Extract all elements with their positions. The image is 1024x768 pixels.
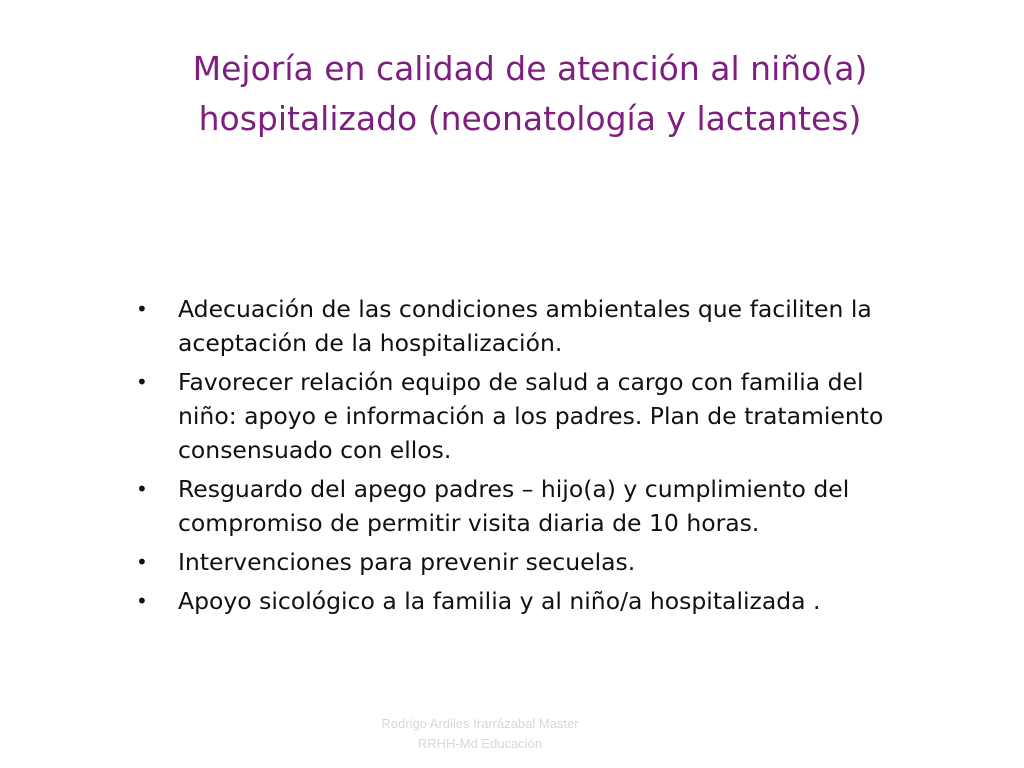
bullet-text-line: Favorecer relación equipo de salud a cargo con familia del	[178, 368, 864, 396]
slide-title-line: hospitalizado (neonatología y lactantes)	[198, 99, 862, 138]
slide-title	[150, 44, 910, 144]
bullet-item	[134, 584, 974, 618]
footer-line: RRHH-Md Educación	[417, 736, 543, 751]
bullet-point-icon: •	[136, 370, 148, 394]
bullet-item	[134, 365, 974, 467]
bullet-point-icon: •	[136, 477, 148, 501]
bullet-item	[134, 472, 974, 540]
bullet-item	[134, 292, 974, 360]
bullet-text-line: Apoyo sicológico a la familia y al niño/a hospitalizada .	[178, 587, 821, 615]
bullet-item	[134, 545, 974, 579]
slide-title-line: Mejoría en calidad de atención al niño(a)	[192, 49, 868, 88]
bullet-point-icon: •	[136, 297, 148, 321]
bullet-list	[134, 292, 974, 623]
bullet-text-line: aceptación de la hospitalización.	[178, 329, 563, 357]
bullet-text-line: compromiso de permitir visita diaria de 10 horas.	[178, 509, 760, 537]
bullet-text-line: Resguardo del apego padres – hijo(a) y cumplimiento del	[178, 475, 850, 503]
footer-line: Rodrigo Ardiles Irarrázabal Master	[381, 716, 579, 731]
bullet-text-line: consensuado con ellos.	[178, 436, 452, 464]
bullet-text-line: niño: apoyo e información a los padres. Plan de tratamiento	[178, 402, 884, 430]
bullet-point-icon: •	[136, 550, 148, 574]
bullet-point-icon: •	[136, 589, 148, 613]
bullet-text-line: Adecuación de las condiciones ambientales que faciliten la	[178, 295, 872, 323]
footer-author	[330, 714, 630, 754]
bullet-text-line: Intervenciones para prevenir secuelas.	[178, 548, 636, 576]
